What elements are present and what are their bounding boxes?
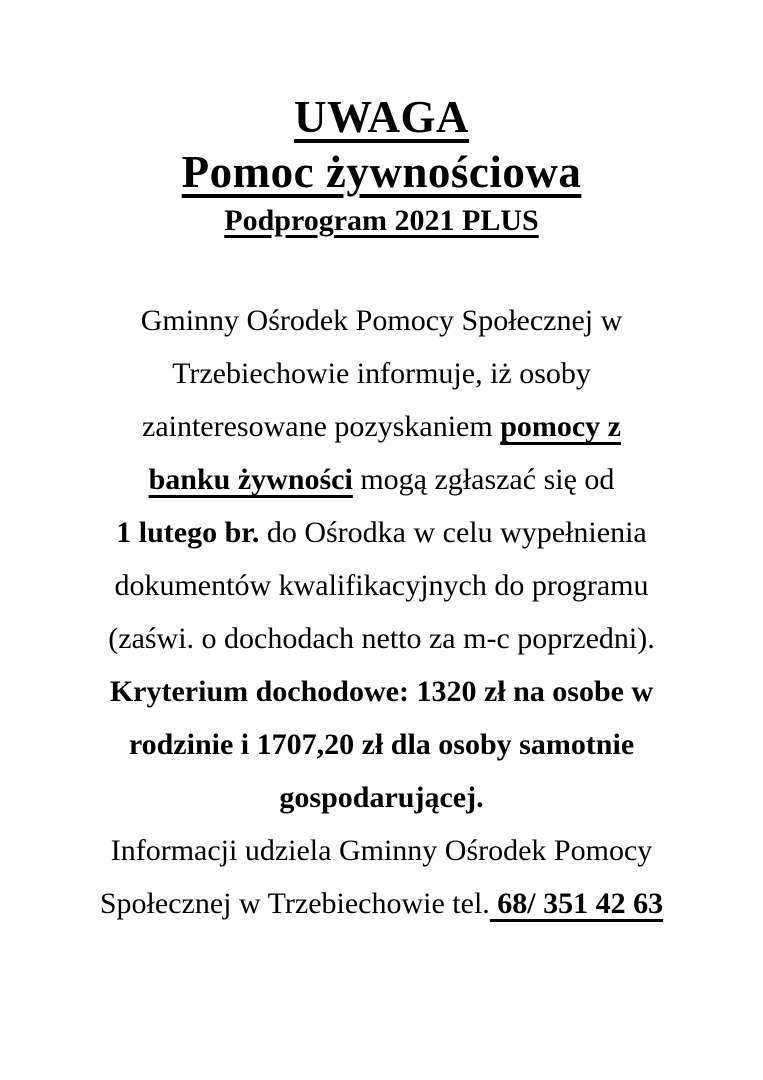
body-line <box>62 506 702 559</box>
text-segment: zainteresowane pozyskaniem <box>142 410 501 443</box>
doc-header <box>0 0 763 238</box>
subtitle-line <box>0 204 763 238</box>
body-line <box>62 612 702 665</box>
text-segment: Informacji udziela Gminny Ośrodek Pomocy <box>110 834 653 867</box>
title-uwaga: UWAGA <box>293 92 469 142</box>
text-segment: (zaświ. o dochodach netto za m-c poprzedni). <box>108 622 655 655</box>
body-line <box>62 877 702 930</box>
doc-body <box>62 294 702 930</box>
body-line <box>62 824 702 877</box>
text-segment: Kryterium dochodowe: 1320 zł na osobe w <box>109 675 654 708</box>
body-line <box>62 453 702 506</box>
text-segment: 68/ 351 42 63 <box>489 887 664 920</box>
text-segment: rodzinie i 1707,20 zł dla osoby samotnie <box>128 728 635 761</box>
body-line <box>62 718 702 771</box>
text-segment: 1 lutego br. <box>116 516 260 549</box>
title-line-1 <box>0 90 763 145</box>
text-segment: mogą zgłaszać się od <box>352 463 615 496</box>
body-line <box>62 559 702 612</box>
subtitle-podprogram: Podprogram 2021 PLUS <box>224 204 539 237</box>
body-line <box>62 400 702 453</box>
title-pomoc-zywnosciowa: Pomoc żywnościowa <box>181 147 582 197</box>
body-line <box>62 347 702 400</box>
text-segment: pomocy z <box>500 410 621 443</box>
body-line <box>62 294 702 347</box>
text-segment: dokumentów kwalifikacyjnych do programu <box>114 569 649 602</box>
text-segment: gospodarującej. <box>279 781 484 814</box>
text-segment: do Ośrodka w celu wypełnienia <box>259 516 647 549</box>
text-segment: banku żywności <box>148 463 353 496</box>
title-line-2 <box>0 145 763 200</box>
body-line <box>62 771 702 824</box>
text-segment: Gminny Ośrodek Pomocy Społecznej w <box>140 304 623 337</box>
text-segment: Społecznej w Trzebiechowie tel. <box>99 887 490 920</box>
text-segment: Trzebiechowie informuje, iż osoby <box>172 357 591 390</box>
body-line <box>62 665 702 718</box>
